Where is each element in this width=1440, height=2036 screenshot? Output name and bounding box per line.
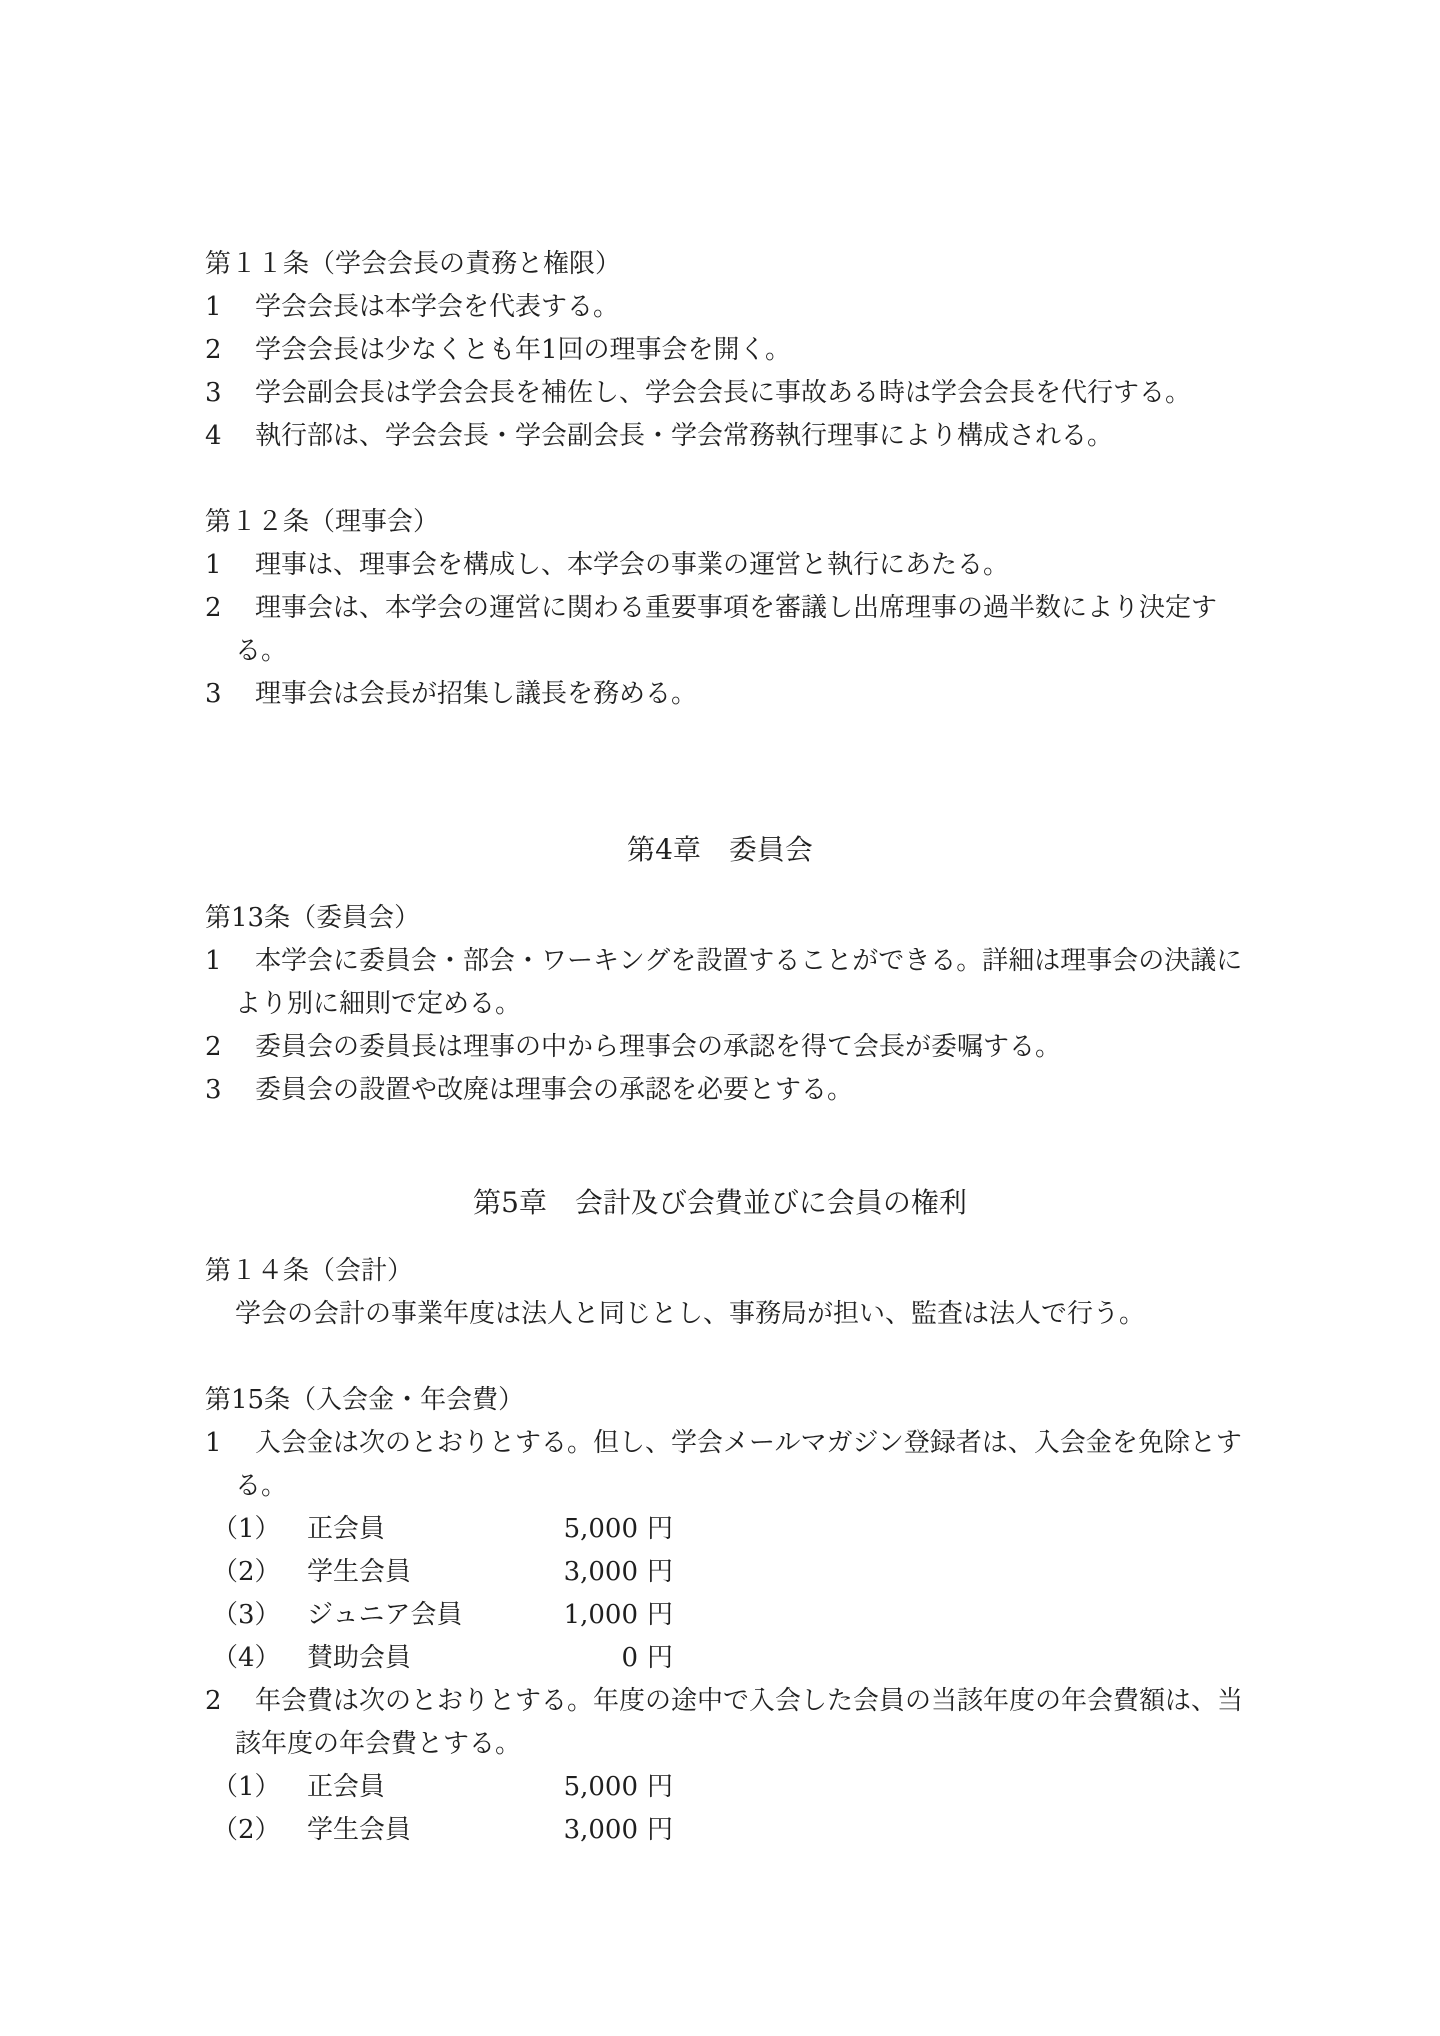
fee-item-number: （1） [212, 1772, 281, 1802]
clause-text: 学会会長は少なくとも年1回の理事会を開く。 [255, 335, 792, 365]
article-15-clause-2-continuation: 該年度の年会費とする。 [235, 1729, 522, 1759]
fee-unit: 円 [647, 1600, 674, 1630]
admission-fee-row-student [0, 1551, 1440, 1594]
article-11-clause-4 [0, 415, 1440, 458]
clause-text: 執行部は、学会会長・学会副会長・学会常務執行理事により構成される。 [255, 421, 1114, 451]
fee-item-number: （3） [212, 1600, 281, 1630]
article-15-clause-1 [0, 1422, 1440, 1465]
article-14-heading: 第１４条（会計） [205, 1256, 414, 1286]
chapter-4-heading: 第4章 委員会 [627, 833, 813, 866]
fee-unit: 円 [647, 1643, 674, 1673]
fee-unit: 円 [647, 1815, 674, 1845]
article-12-clause-2 [0, 587, 1440, 630]
chapter-5-heading: 第5章 会計及び会費並びに会員の権利 [473, 1186, 967, 1219]
article-12-heading: 第１２条（理事会） [205, 507, 440, 537]
clause-text: 学会副会長は学会会長を補佐し、学会会長に事故ある時は学会会長を代行する。 [255, 378, 1192, 408]
article-11-clause-1 [0, 286, 1440, 329]
article-13-clause-1-continuation: より別に細則で定める。 [235, 989, 522, 1019]
admission-fee-row-junior [0, 1594, 1440, 1637]
fee-item-number: （1） [212, 1514, 281, 1544]
article-15-heading: 第15条（入会金・年会費） [205, 1385, 525, 1415]
fee-member-type: 学生会員 [307, 1557, 412, 1587]
clause-number: 1 [205, 946, 222, 976]
clause-number: 2 [205, 593, 222, 623]
clause-text: 委員会の委員長は理事の中から理事会の承認を得て会長が委嘱する。 [255, 1032, 1062, 1062]
article-11-clause-2 [0, 329, 1440, 372]
clause-text: 理事は、理事会を構成し、本学会の事業の運営と執行にあたる。 [255, 550, 1010, 580]
article-15-clause-1-continuation: る。 [235, 1471, 288, 1501]
admission-fee-row-supporting [0, 1637, 1440, 1680]
article-13-clause-3 [0, 1069, 1440, 1112]
article-15-clause-2 [0, 1680, 1440, 1723]
fee-amount: 5,000 [563, 1772, 638, 1802]
fee-amount: 5,000 [563, 1514, 638, 1544]
article-12-clause-1 [0, 544, 1440, 587]
clause-text: 本学会に委員会・部会・ワーキングを設置することができる。詳細は理事会の決議に [255, 946, 1243, 976]
fee-amount: 1,000 [563, 1600, 638, 1630]
fee-member-type: 学生会員 [307, 1815, 412, 1845]
clause-number: 4 [205, 421, 222, 451]
article-12-clause-3 [0, 673, 1440, 716]
clause-text: 学会会長は本学会を代表する。 [255, 292, 620, 322]
clause-text: 理事会は、本学会の運営に関わる重要事項を審議し出席理事の過半数により決定す [255, 593, 1218, 623]
fee-item-number: （2） [212, 1815, 281, 1845]
fee-member-type: 賛助会員 [307, 1643, 412, 1673]
fee-item-number: （4） [212, 1643, 281, 1673]
clause-number: 1 [205, 1428, 222, 1458]
admission-fee-row-regular [0, 1508, 1440, 1551]
fee-member-type: 正会員 [307, 1772, 386, 1802]
article-11-heading: 第１１条（学会会長の責務と権限） [205, 249, 622, 279]
article-13-heading: 第13条（委員会） [205, 903, 421, 933]
annual-fee-row-regular [0, 1766, 1440, 1809]
annual-fee-row-student [0, 1809, 1440, 1852]
clause-number: 2 [205, 1032, 222, 1062]
article-13-clause-1 [0, 940, 1440, 983]
article-11-clause-3 [0, 372, 1440, 415]
fee-unit: 円 [647, 1514, 674, 1544]
fee-item-number: （2） [212, 1557, 281, 1587]
clause-text: 年会費は次のとおりとする。年度の途中で入会した会員の当該年度の年会費額は、当 [255, 1686, 1244, 1716]
fee-amount: 0 [621, 1643, 638, 1673]
fee-unit: 円 [647, 1557, 674, 1587]
clause-number: 2 [205, 335, 222, 365]
clause-text: 委員会の設置や改廃は理事会の承認を必要とする。 [255, 1075, 854, 1105]
clause-number: 3 [205, 1075, 222, 1105]
article-14-paragraph: 学会の会計の事業年度は法人と同じとし、事務局が担い、監査は法人で行う。 [235, 1299, 1146, 1329]
clause-number: 3 [205, 378, 222, 408]
clause-number: 1 [205, 292, 222, 322]
clause-number: 3 [205, 679, 222, 709]
fee-amount: 3,000 [563, 1557, 638, 1587]
fee-member-type: ジュニア会員 [307, 1600, 463, 1630]
fee-member-type: 正会員 [307, 1514, 386, 1544]
clause-text: 理事会は会長が招集し議長を務める。 [255, 679, 698, 709]
clause-number: 2 [205, 1686, 222, 1716]
article-12-clause-2-continuation: る。 [235, 636, 288, 666]
fee-amount: 3,000 [563, 1815, 638, 1845]
fee-unit: 円 [647, 1772, 674, 1802]
clause-number: 1 [205, 550, 222, 580]
article-13-clause-2 [0, 1026, 1440, 1069]
clause-text: 入会金は次のとおりとする。但し、学会メールマガジン登録者は、入会金を免除とす [255, 1428, 1242, 1458]
